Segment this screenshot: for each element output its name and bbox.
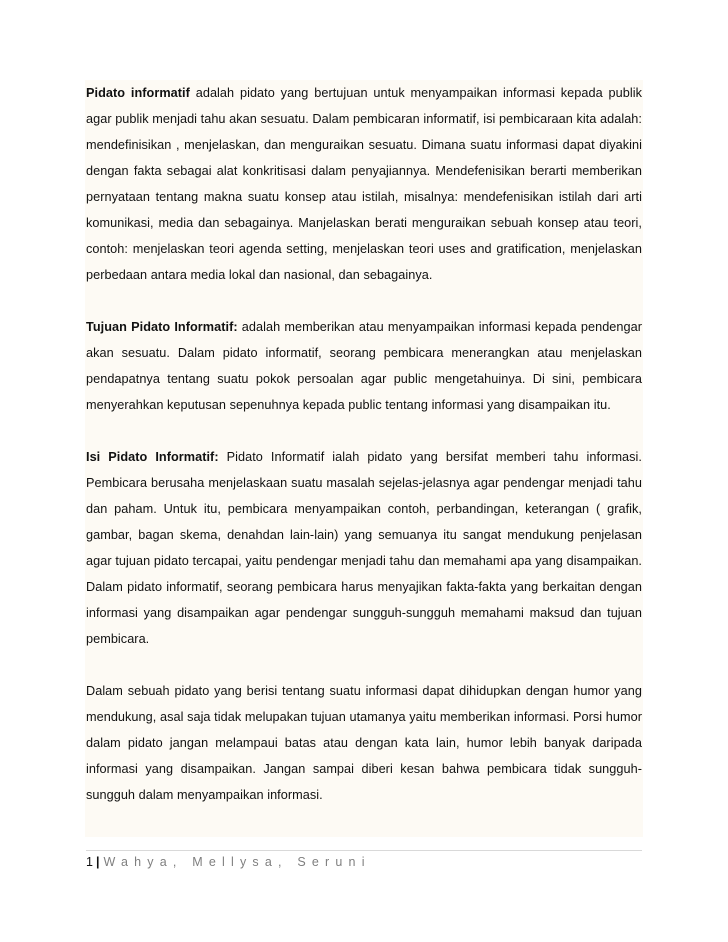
paragraph-text: Pidato Informatif ialah pidato yang bersifat memberi tahu informasi. Pembicara berusaha menjelaskaan suatu masalah sejelas-jelasnya agar pendengar menjadi tahu dan paham. Untuk itu, pembicara menyampaikan contoh, perbandingan, keterangan ( grafik, gambar, bagan skema, denahdan lain-lain) yang semuanya itu sangat mendukung penjelasan agar tujuan pidato tercapai, yaitu pendengar menjadi tahu dan memahami apa yang disampaikan. Dalam pidato informatif, seorang pembicara harus menyajikan fakta-fakta yang berkaitan dengan informasi yang disampaikan agar pendengar sungguh-sungguh memahami maksud dan tujuan pembicara. [86,450,643,646]
paragraph-lead: Pidato informatif [86,86,190,100]
paragraph-pidato-informatif [86,80,642,288]
paragraph-tujuan-pidato [86,314,642,418]
footer-separator: | [95,855,100,869]
paragraph-isi-pidato [86,444,642,652]
paragraph-text: Dalam sebuah pidato yang berisi tentang suatu informasi dapat dihidupkan dengan humor yang mendukung, asal saja tidak melupakan tujuan utamanya yaitu memberikan informasi. Porsi humor dalam pidato jangan melampaui batas atau dengan kata lain, humor lebih banyak daripada informasi yang disampaikan. Jangan sampai diberi kesan bahwa pembicara tidak sungguh-sungguh dalam menyampaikan informasi. [86,684,642,802]
paragraph-text: adalah pidato yang bertujuan untuk menyampaikan informasi kepada publik agar publik menjadi tahu akan sesuatu. Dalam pembicaran informatif, isi pembicaraan kita adalah: mendefinisikan , menjelaskan, dan menguraikan sesuatu. Dimana suatu informasi dapat diyakini dengan fakta sebagai alat konkritisasi dalam penyajiannya. Mendefenisikan berarti memberikan pernyataan tentang makna suatu konsep atau istilah, misalnya: mendefenisikan istilah dari arti komunikasi, media dan sebagainya. Manjelaskan berati menguraikan sebuah konsep atau teori, contoh: menjelaskan teori agenda setting, menjelaskan teori uses and gratification, menjelaskan perbedaan antara media lokal dan nasional, dan sebagainya. [86,86,642,282]
paragraph-text: adalah memberikan atau menyampaikan informasi kepada pendengar akan sesuatu. Dalam pidato informatif, seorang pembicara menerangkan atau menjelaskan pendapatnya tentang suatu pokok persoalan agar public mengetahuinya. Di sini, pembicara menyerahkan keputusan sepenuhnya kepada public tentang informasi yang disampaikan itu. [86,320,642,412]
footer-authors: Wahya, Mellysa, Seruni [103,855,371,869]
document-body [86,80,642,808]
footer-divider [86,850,642,851]
page-number: 1 [86,855,93,869]
paragraph-lead: Tujuan Pidato Informatif: [86,320,238,334]
page-footer [86,854,371,870]
paragraph-lead: Isi Pidato Informatif: [86,450,219,464]
paragraph-humor [86,678,642,808]
